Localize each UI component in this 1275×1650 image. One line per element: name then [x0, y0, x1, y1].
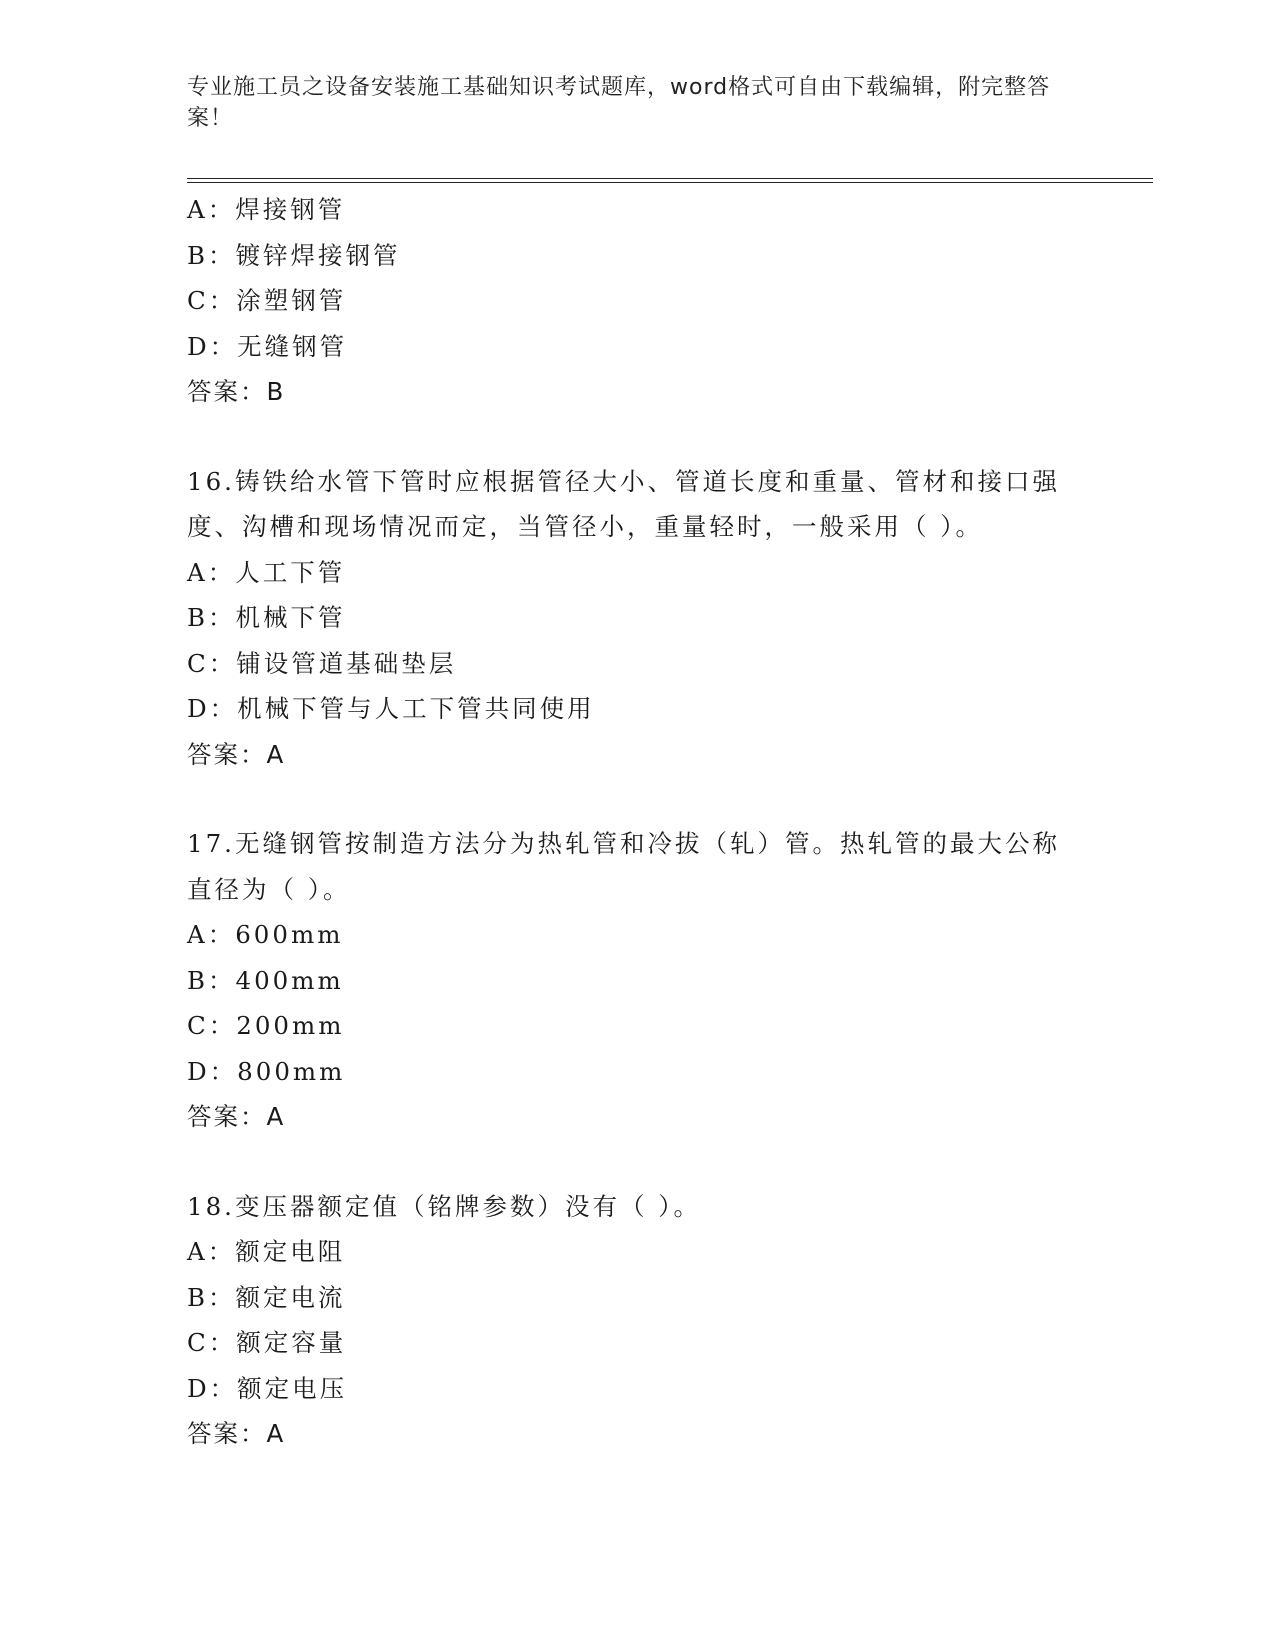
question-block-17	[187, 821, 1087, 1140]
question-stem: 16.铸铁给水管下管时应根据管径大小、管道长度和重量、管材和接口强度、沟槽和现场情况而定，当管径小，重量轻时，一般采用（ ）。	[187, 466, 1060, 541]
answer: 答案：A	[187, 739, 286, 769]
question-list	[187, 187, 1087, 1457]
option-a: A：焊接钢管	[187, 195, 346, 224]
page-header: 专业施工员之设备安装施工基础知识考试题库，word格式可自由下载编辑，附完整答案！	[187, 75, 1051, 131]
option-b: B：额定电流	[187, 1282, 346, 1312]
option-c: C：额定容量	[187, 1328, 347, 1357]
answer: 答案：B	[187, 377, 286, 406]
question-block-18	[187, 1184, 1087, 1457]
option-a: A：额定电阻	[187, 1237, 346, 1266]
question-block-15	[187, 187, 1087, 415]
option-d: D：800mm	[187, 1056, 346, 1086]
option-c: C：200mm	[187, 1011, 345, 1040]
option-d: D：额定电压	[187, 1373, 348, 1403]
question-stem: 18.变压器额定值（铭牌参数）没有（ ）。	[187, 1191, 701, 1221]
header-rule-top	[187, 178, 1153, 179]
question-stem: 17.无缝钢管按制造方法分为热轧管和冷拔（轧）管。热轧管的最大公称直径为（ ）。	[187, 829, 1060, 904]
option-b: B：镀锌焊接钢管	[187, 240, 401, 270]
question-block-16	[187, 459, 1087, 778]
option-a: A：人工下管	[187, 557, 346, 587]
option-d: D：无缝钢管	[187, 331, 348, 361]
option-b: B：机械下管	[187, 603, 346, 632]
option-a: A：600mm	[187, 920, 344, 949]
option-d: D：机械下管与人工下管共同使用	[187, 694, 595, 723]
header-rule-bottom	[187, 182, 1153, 183]
option-c: C：铺设管道基础垫层	[187, 648, 457, 678]
option-c: C：涂塑钢管	[187, 286, 347, 315]
answer: 答案：A	[187, 1419, 286, 1448]
answer: 答案：A	[187, 1102, 286, 1131]
option-b: B：400mm	[187, 965, 344, 995]
